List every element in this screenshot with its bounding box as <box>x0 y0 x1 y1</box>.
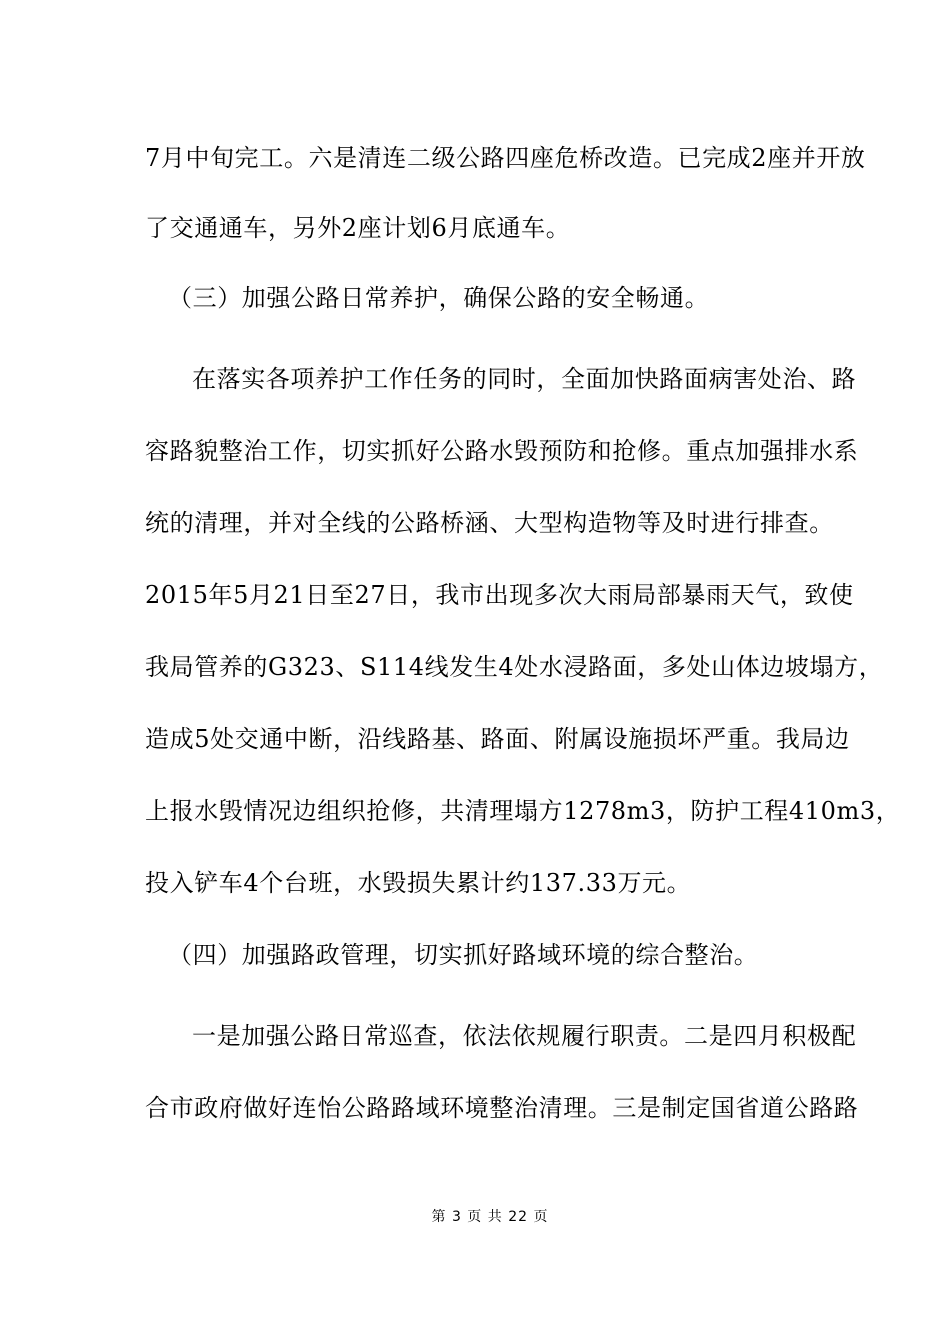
text-line: 投入铲车4个台班，水毁损失累计约137.33万元。 <box>145 869 692 897</box>
text-line: 在落实各项养护工作任务的同时，全面加快路面病害处治、路 <box>192 365 857 393</box>
text-line: 上报水毁情况边组织抢修，共清理塌方1278m3，防护工程410m3， <box>145 797 901 825</box>
text-line: 7月中旬完工。六是清连二级公路四座危桥改造。已完成2座并开放 <box>145 144 866 172</box>
section-heading: （三）加强公路日常养护，确保公路的安全畅通。 <box>168 284 710 312</box>
text-line: 了交通通车，另外2座计划6月底通车。 <box>145 214 571 242</box>
section-heading: （四）加强路政管理，切实抓好路域环境的综合整治。 <box>168 941 759 969</box>
text-line: 合市政府做好连怡公路路域环境整治清理。三是制定国省道公路路 <box>145 1094 859 1122</box>
text-line: 一是加强公路日常巡查，依法依规履行职责。二是四月积极配 <box>192 1022 857 1050</box>
text-line: 容路貌整治工作，切实抓好公路水毁预防和抢修。重点加强排水系 <box>145 437 859 465</box>
page-number-footer: 第 3 页 共 22 页 <box>431 1209 549 1225</box>
text-line: 造成5处交通中断，沿线路基、路面、附属设施损坏严重。我局边 <box>145 725 850 753</box>
text-line: 2015年5月21日至27日，我市出现多次大雨局部暴雨天气，致使 <box>145 581 854 609</box>
text-line: 我局管养的G323、S114线发生4处水浸路面，多处山体边坡塌方， <box>145 653 884 681</box>
text-line: 统的清理，并对全线的公路桥涵、大型构造物等及时进行排查。 <box>145 509 834 537</box>
